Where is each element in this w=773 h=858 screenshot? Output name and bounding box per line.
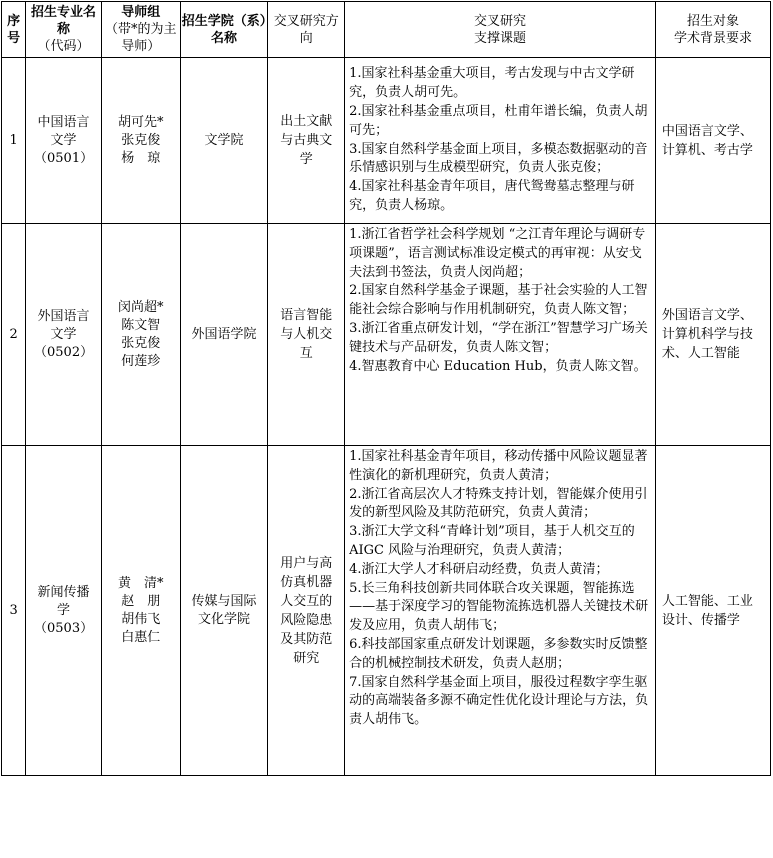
cell-mentors xyxy=(101,58,180,224)
header-major-label: 招生专业名称 xyxy=(31,5,97,37)
major-name: 新闻传播学 xyxy=(37,584,90,618)
header-college: 招生学院（系）名称 xyxy=(180,2,268,58)
enrollment-table xyxy=(1,1,771,776)
header-requirements-line2: 学术背景要求 xyxy=(673,30,752,46)
cell-major xyxy=(26,58,102,224)
header-projects-line1: 交叉研究 xyxy=(474,13,527,29)
cell-major xyxy=(26,446,102,776)
cell-no: 1 xyxy=(2,58,26,224)
cell-mentors xyxy=(101,224,180,446)
table-row xyxy=(2,446,771,776)
project-item: 4.智惠教育中心 Education Hub，负责人陈文智。 xyxy=(349,358,647,374)
header-requirements xyxy=(655,2,770,58)
cell-college: 传媒与国际文化学院 xyxy=(180,446,268,776)
cell-requirements: 中国语言文学、计算机、考古学 xyxy=(655,58,770,224)
mentor-name: 胡可先* xyxy=(118,114,164,130)
cell-projects xyxy=(345,58,656,224)
project-item: 3.浙江大学文科“青峰计划”项目，基于人机交互的 AIGC 风险与治理研究，负责人黄清； xyxy=(349,524,635,558)
header-major xyxy=(26,2,102,58)
cell-no: 3 xyxy=(2,446,26,776)
project-item: 2.国家社科基金重点项目，杜甫年谱长编，负责人胡可先； xyxy=(349,103,648,138)
major-name: 中国语言文学 xyxy=(37,114,90,148)
table-row xyxy=(2,58,771,224)
cell-projects xyxy=(345,446,656,776)
cell-major xyxy=(26,224,102,446)
mentor-name: 张克俊 xyxy=(121,335,161,351)
cell-projects xyxy=(345,224,656,446)
major-code: （0501） xyxy=(34,150,94,166)
project-item: 7.国家自然科学基金面上项目，服役过程数字孪生驱动的高端装备多源不确定性优化设计理论与方法，负责人胡伟飞。 xyxy=(349,674,649,728)
cell-college: 文学院 xyxy=(180,58,268,224)
table-row xyxy=(2,224,771,446)
project-item: 5.长三角科技创新共同体联合攻关课题，智能拣选——基于深度学习的智能物流拣选机器人关键技术研发及应用，负责人胡伟飞； xyxy=(349,580,649,634)
header-mentor xyxy=(101,2,180,58)
project-item: 3.国家自然科学基金面上项目，多模态数据驱动的音乐情感识别与生成模型研究，负责人张克俊； xyxy=(349,141,648,176)
mentor-name: 胡伟飞 xyxy=(121,611,161,627)
cell-mentors xyxy=(101,446,180,776)
header-major-sub: （代码） xyxy=(37,39,90,54)
header-projects xyxy=(345,2,656,58)
mentor-name: 赵 朋 xyxy=(121,593,161,609)
header-mentor-sub: （带*的为主导师） xyxy=(105,22,177,54)
mentor-name: 黄 清* xyxy=(118,575,164,591)
header-projects-line2: 支撑课题 xyxy=(474,30,527,46)
cell-direction: 出土文献与古典文学 xyxy=(268,58,345,224)
header-requirements-line1: 招生对象 xyxy=(686,13,739,29)
cell-college: 外国语学院 xyxy=(180,224,268,446)
header-mentor-label: 导师组 xyxy=(121,5,161,20)
project-item: 2.国家自然科学基金子课题，基于社会实验的人工智能社会综合影响与作用机制研究，负责人陈文智； xyxy=(349,283,648,318)
major-name: 外国语言文学 xyxy=(37,308,90,342)
project-item: 3.浙江省重点研发计划，“学在浙江”智慧学习广场关键技术与产品研发，负责人陈文智； xyxy=(349,320,648,355)
cell-requirements: 外国语言文学、计算机科学与技术、人工智能 xyxy=(655,224,770,446)
mentor-name: 何莲珍 xyxy=(121,353,161,369)
mentor-name: 闵尚超* xyxy=(118,299,164,315)
mentor-name: 陈文智 xyxy=(121,317,161,333)
table-header-row xyxy=(2,2,771,58)
project-item: 1.浙江省哲学社会科学规划 “之江青年理论与调研专项课题”，语言测试标准设定模式的再审视：从安戈夫法到书签法，负责人闵尚超； xyxy=(349,227,646,280)
project-item: 1.国家社科基金青年项目，移动传播中风险议题显著性演化的新机理研究，负责人黄清； xyxy=(349,449,648,483)
header-no: 序号 xyxy=(2,2,26,58)
major-code: （0502） xyxy=(34,344,94,360)
cell-direction: 语言智能与人机交互 xyxy=(268,224,345,446)
mentor-name: 杨 琼 xyxy=(121,150,161,166)
project-item: 1.国家社科基金重大项目，考古发现与中古文学研究，负责人胡可先。 xyxy=(349,66,635,101)
project-item: 6.科技部国家重点研发计划课题，多参数实时反馈整合的机械控制技术研发，负责人赵朋； xyxy=(349,636,648,671)
project-item: 4.浙江大学人才科研启动经费，负责人黄清； xyxy=(349,561,609,577)
major-code: （0503） xyxy=(34,620,94,636)
cell-requirements: 人工智能、工业设计、传播学 xyxy=(655,446,770,776)
project-item: 2.浙江省高层次人才特殊支持计划，智能媒介使用引发的新型风险及其防范研究，负责人黄清； xyxy=(349,486,648,521)
project-item: 4.国家社科基金青年项目，唐代鸳鸯墓志整理与研究，负责人杨琼。 xyxy=(349,179,635,213)
mentor-name: 张克俊 xyxy=(121,132,161,148)
cell-direction: 用户与高仿真机器人交互的风险隐患及其防范研究 xyxy=(268,446,345,776)
header-direction: 交叉研究方向 xyxy=(268,2,345,58)
cell-no: 2 xyxy=(2,224,26,446)
mentor-name: 白惠仁 xyxy=(121,629,161,645)
